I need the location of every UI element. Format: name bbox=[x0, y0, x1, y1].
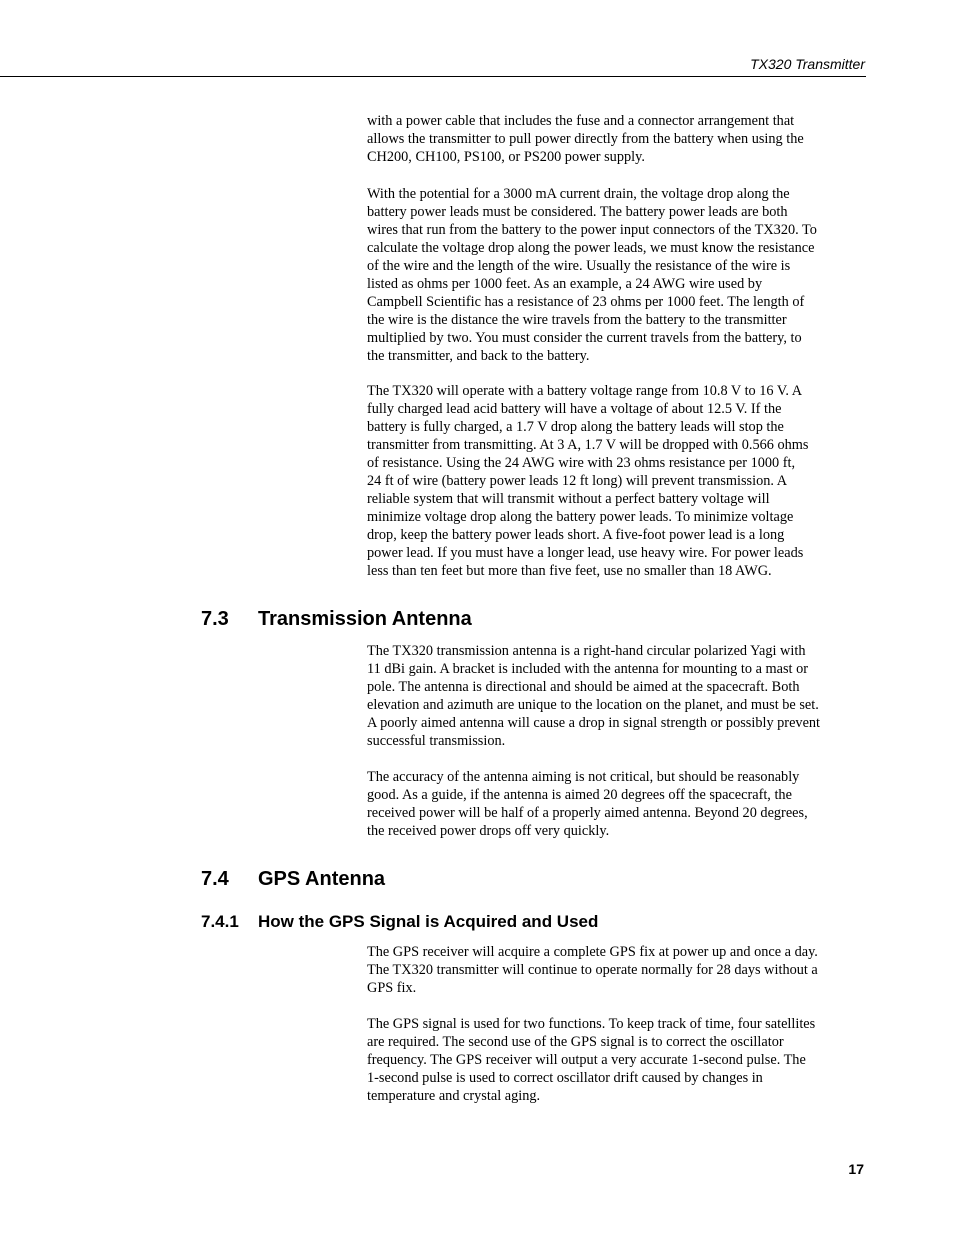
text-line: The TX320 transmission antenna is a right-hand circular polarized Yagi with bbox=[367, 643, 806, 659]
text-line: listed as ohms per 1000 feet. As an example, a 24 AWG wire used by bbox=[367, 276, 763, 292]
text-line: reliable system that will transmit without a perfect battery voltage will bbox=[367, 491, 770, 507]
text-line: calculate the voltage drop along the power leads, we must know the resistance bbox=[367, 240, 815, 256]
text-line: battery is fully charged, a 1.7 V drop along the battery leads will stop the bbox=[367, 419, 784, 435]
section-number: 7.4.1 bbox=[201, 912, 239, 931]
text-line: successful transmission. bbox=[367, 733, 506, 749]
header-rule bbox=[0, 76, 866, 77]
section-title: Transmission Antenna bbox=[258, 608, 472, 630]
subsection-heading-gps-signal bbox=[201, 912, 598, 932]
text-line: the wire is the distance the wire travels from the battery to the transmitter bbox=[367, 312, 787, 328]
section-title: How the GPS Signal is Acquired and Used bbox=[258, 912, 599, 931]
text-line: pole. The antenna is directional and should be aimed at the spacecraft. Both bbox=[367, 679, 800, 695]
text-line: The TX320 will operate with a battery voltage range from 10.8 V to 16 V. A bbox=[367, 383, 803, 399]
running-header: TX320 Transmitter bbox=[750, 56, 865, 72]
text-line: Campbell Scientific has a resistance of 23 ohms per 1000 feet. The length of bbox=[367, 294, 805, 310]
text-line: power lead. If you must have a longer lead, use heavy wire. For power leads bbox=[367, 545, 804, 561]
text-line: A poorly aimed antenna will cause a drop in signal strength or possibly prevent bbox=[367, 715, 821, 731]
text-line: with a power cable that includes the fuse and a connector arrangement that bbox=[367, 113, 795, 129]
text-line: The TX320 transmitter will continue to operate normally for 28 days without a bbox=[367, 962, 818, 978]
paragraph-antenna-description bbox=[367, 642, 867, 750]
text-line: temperature and crystal aging. bbox=[367, 1088, 541, 1104]
text-line: wires that run from the battery to the power input connectors of the TX320. To bbox=[367, 222, 817, 238]
text-line: the received power drops off very quickly. bbox=[367, 823, 610, 839]
section-heading-transmission-antenna bbox=[201, 608, 472, 631]
text-line: The GPS receiver will acquire a complete GPS fix at power up and once a day. bbox=[367, 944, 818, 960]
section-heading-gps-antenna bbox=[201, 868, 385, 891]
text-line: the transmitter, and back to the battery. bbox=[367, 348, 590, 364]
text-line: of resistance. Using the 24 AWG wire with 23 ohms resistance per 1000 ft, bbox=[367, 455, 796, 471]
section-title: GPS Antenna bbox=[258, 868, 386, 890]
text-line: transmitter from transmitting. At 3 A, 1.7 V will be dropped with 0.566 ohms bbox=[367, 437, 809, 453]
text-line: fully charged lead acid battery will have a voltage of about 12.5 V. If the bbox=[367, 401, 782, 417]
section-number: 7.4 bbox=[201, 868, 229, 890]
text-line: The GPS signal is used for two functions. To keep track of time, four satellites bbox=[367, 1016, 816, 1032]
text-line: frequency. The GPS receiver will output a very accurate 1-second pulse. The bbox=[367, 1052, 806, 1068]
text-line: 11 dBi gain. A bracket is included with the antenna for mounting to a mast or bbox=[367, 661, 808, 677]
paragraph-power-cable bbox=[367, 112, 867, 166]
text-line: drop, keep the battery power leads short. A five-foot power lead is a long bbox=[367, 527, 785, 543]
paragraph-gps-signal-uses bbox=[367, 1015, 867, 1105]
text-line: The accuracy of the antenna aiming is not critical, but should be reasonably bbox=[367, 769, 800, 785]
text-line: allows the transmitter to pull power directly from the battery when using the bbox=[367, 131, 804, 147]
text-line: CH200, CH100, PS100, or PS200 power supply. bbox=[367, 149, 645, 165]
page-number: 17 bbox=[848, 1161, 864, 1177]
text-line: received power will be half of a properly aimed antenna. Beyond 20 degrees, bbox=[367, 805, 808, 821]
paragraph-voltage-drop bbox=[367, 185, 867, 365]
text-line: good. As a guide, if the antenna is aimed 20 degrees off the spacecraft, the bbox=[367, 787, 792, 803]
section-number: 7.3 bbox=[201, 608, 229, 630]
text-line: elevation and azimuth are unique to the location on the planet, and must be set. bbox=[367, 697, 819, 713]
paragraph-gps-fix bbox=[367, 943, 867, 997]
text-line: of the wire and the length of the wire. Usually the resistance of the wire is bbox=[367, 258, 791, 274]
text-line: are required. The second use of the GPS signal is to correct the oscillator bbox=[367, 1034, 784, 1050]
text-line: multiplied by two. You must consider the current travels from the battery, to bbox=[367, 330, 802, 346]
text-line: less than ten feet but more than five feet, use no smaller than 18 AWG. bbox=[367, 563, 772, 579]
paragraph-battery-voltage bbox=[367, 382, 867, 580]
text-line: With the potential for a 3000 mA current drain, the voltage drop along the bbox=[367, 186, 790, 202]
text-line: 24 ft of wire (battery power leads 12 ft long) will prevent transmission. A bbox=[367, 473, 788, 489]
text-line: 1-second pulse is used to correct oscillator drift caused by changes in bbox=[367, 1070, 763, 1086]
text-line: battery power leads must be considered. The battery power leads are both bbox=[367, 204, 788, 220]
text-line: minimize voltage drop along the battery power leads. To minimize voltage bbox=[367, 509, 794, 525]
text-line: GPS fix. bbox=[367, 980, 417, 996]
paragraph-antenna-aiming bbox=[367, 768, 867, 840]
